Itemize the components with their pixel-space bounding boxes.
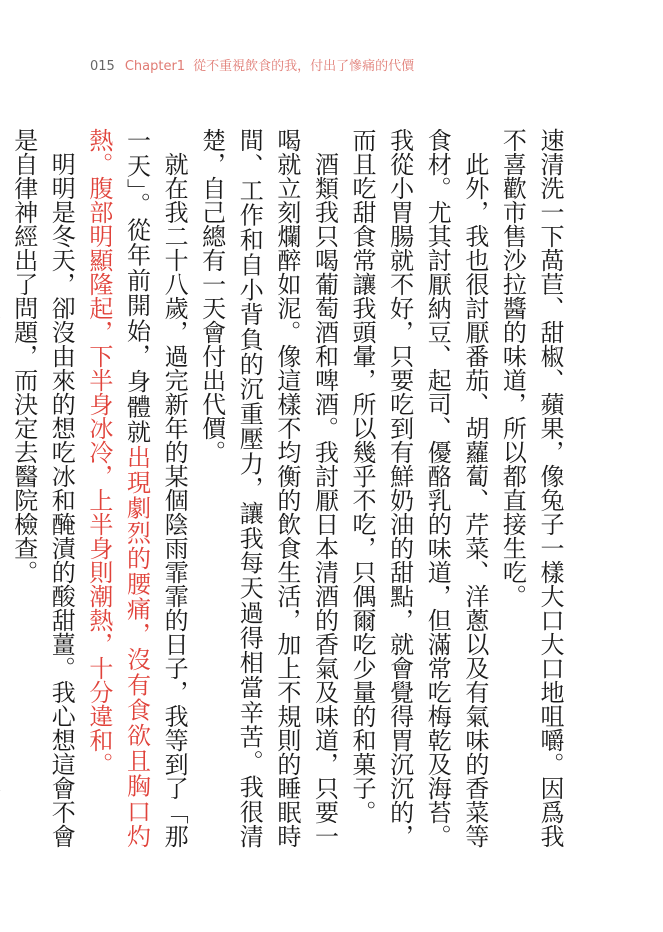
chapter-title: 從不重視飲食的我，付出了慘痛的代價 xyxy=(193,59,415,74)
running-header xyxy=(90,58,414,76)
paragraph-6 xyxy=(0,128,4,848)
paragraph-5: 明明是冬天，卻沒由來的想吃冰和醃漬的酸甜薑。我心想這會不會是自律神經出了問題，而決定去醫院檢查。 xyxy=(9,128,76,848)
highlighted-text: 出現劇烈的腰痛，沒有食欲且胸口灼熱。腹部明顯隆起，下半身冰冷，上半身則潮熱，十分違和。 xyxy=(84,128,151,849)
body-text xyxy=(9,128,568,849)
paragraph-4-text: 就在我二十八歲，過完新年的某個陰雨霏霏的日子，我等到了「那一天」。從年前開始，身體就 xyxy=(122,128,189,848)
paragraph-3: 酒類我只喝葡萄酒和啤酒。我討厭日本清酒的香氣及味道，只要一喝就立刻爛醉如泥。像這樣不均衡的飲食生活，加上不規則的睡眠時間、工作和自小背負的沉重壓力，讓我每天過得相當辛苦。我很清楚，自己總有一天會付出代價。 xyxy=(197,128,339,848)
paragraph-4 xyxy=(79,128,192,848)
paragraph-2: 此外，我也很討厭番茄、胡蘿蔔、芹菜、洋蔥以及有氣味的香菜等食材。尤其討厭納豆、起司、優酪乳的味道，但滿常吃梅乾及海苔。我從小胃腸就不好，只要吃到有鮮奶油的甜點，就會覺得胃沉沉的，而且吃甜食常讓我頭暈，所以幾乎不吃，只偶爾吃少量的和菓子。 xyxy=(348,128,489,848)
page-number: 015 xyxy=(90,59,115,74)
chapter-label: Chapter1 xyxy=(124,59,186,74)
paragraph-1: 速清洗一下萵苣、甜椒、蘋果，像兔子一樣大口大口地咀嚼。因爲我不喜歡市售沙拉醬的味道，所以都直接生吃。 xyxy=(498,128,564,848)
